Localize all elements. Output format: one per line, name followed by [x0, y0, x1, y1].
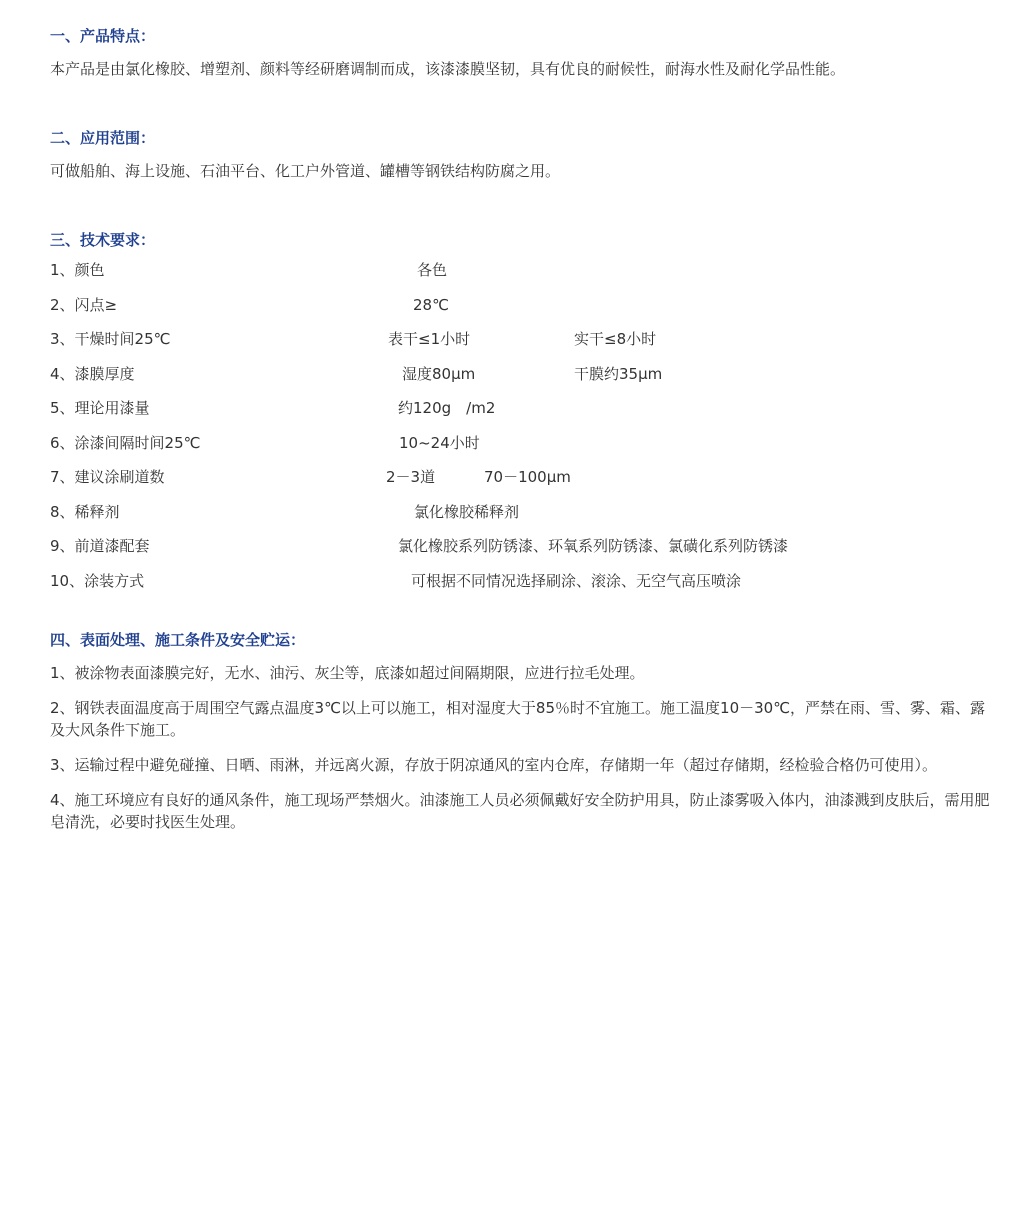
spec-label: 2、闪点≥ — [50, 295, 118, 314]
spec-label: 1、颜色 — [50, 261, 105, 279]
spec-extra: 实干≤8小时 — [574, 330, 657, 348]
spec-value: 氯化橡胶稀释剂 — [414, 502, 520, 521]
product-spec-document — [50, 24, 990, 846]
spec-value: 表干≤1小时 — [388, 330, 471, 348]
features-text: 本产品是由氯化橡胶、增塑剂、颜料等经研磨调制而成，该漆漆膜坚韧，具有优良的耐候性，耐海水性及耐化学品性能。 — [50, 60, 846, 78]
spec-label: 7、建议涂刷道数 — [50, 468, 165, 486]
spec-value: 可根据不同情况选择刷涂、滚涂、无空气高压喷涂 — [411, 571, 742, 590]
spec-extra: 70－100μm — [484, 468, 571, 486]
spec-value: 氯化橡胶系列防锈漆、环氧系列防锈漆、氯磺化系列防锈漆 — [398, 537, 789, 555]
specs-heading: 三、技术要求： — [50, 231, 156, 249]
spec-row — [50, 466, 990, 501]
handling-item: 3、运输过程中避免碰撞、日晒、雨淋，并远离火源，存放于阴凉通风的室内仓库，存储期一年（超过存储期，经检验合格仍可使用）。 — [50, 756, 938, 774]
spec-label: 5、理论用漆量 — [50, 399, 150, 417]
spec-label: 9、前道漆配套 — [50, 537, 150, 555]
handling-item: 1、被涂物表面漆膜完好，无水、油污、灰尘等，底漆如超过间隔期限，应进行拉毛处理。 — [50, 664, 645, 682]
spec-label: 8、稀释剂 — [50, 502, 120, 521]
spec-row — [50, 397, 990, 432]
usage-heading: 二、应用范围： — [50, 129, 156, 147]
spec-value: 各色 — [417, 261, 448, 279]
handling-item: 4、施工环境应有良好的通风条件，施工现场严禁烟火。油漆施工人员必须佩戴好安全防护用具，防止漆雾吸入体内，油漆溅到皮肤后，需用肥皂清洗，必要时找医生处理。 — [50, 791, 990, 831]
spec-label: 10、涂装方式 — [50, 571, 145, 590]
spec-row — [50, 294, 990, 329]
spec-value: 约120g /m2 — [398, 399, 496, 417]
spec-value: 湿度80μm — [402, 364, 476, 383]
section-spacer — [50, 604, 990, 628]
spec-value: 10~24小时 — [399, 433, 480, 452]
spec-value: 28℃ — [413, 295, 449, 314]
section-spacer — [50, 182, 990, 228]
spec-row — [50, 328, 990, 363]
spec-row — [50, 535, 990, 570]
spec-row — [50, 501, 990, 536]
section-spacer — [50, 80, 990, 126]
spec-label: 4、漆膜厚度 — [50, 364, 135, 383]
spec-value: 2－3道 — [386, 468, 436, 486]
features-heading: 一、产品特点： — [50, 27, 156, 45]
spec-extra: 干膜约35μm — [574, 364, 663, 383]
spec-row — [50, 432, 990, 467]
usage-text: 可做船舶、海上设施、石油平台、化工户外管道、罐槽等钢铁结构防腐之用。 — [50, 162, 561, 180]
spec-label: 3、干燥时间25℃ — [50, 330, 171, 348]
spec-row — [50, 259, 990, 294]
handling-item: 2、钢铁表面温度高于周围空气露点温度3℃以上可以施工，相对湿度大于85％时不宜施工。施工温度10－30℃，严禁在雨、雪、雾、霜、露及大风条件下施工。 — [50, 699, 986, 739]
handling-heading: 四、表面处理、施工条件及安全贮运： — [50, 631, 306, 649]
spec-row — [50, 570, 990, 605]
spec-row — [50, 363, 990, 398]
spec-label: 6、涂漆间隔时间25℃ — [50, 433, 201, 452]
